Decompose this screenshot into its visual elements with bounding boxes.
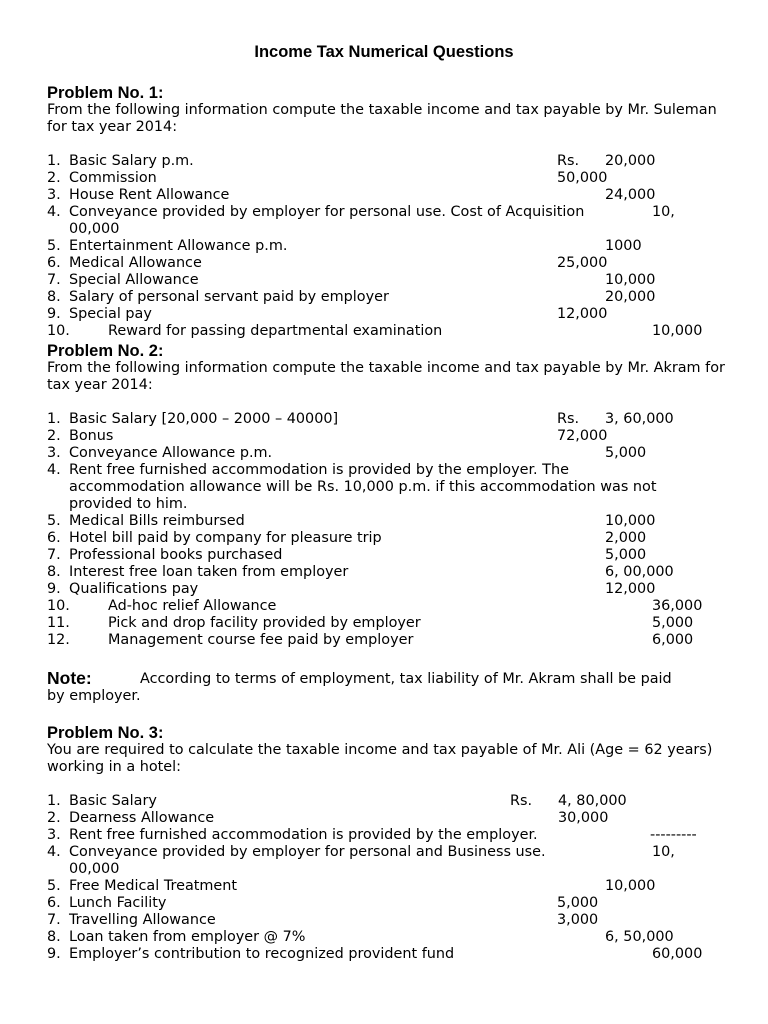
list-item: 7. Travelling Allowance 3,000 [47, 912, 599, 928]
list-item: 9. Employer’s contribution to recognized provident fund 60,000 [47, 946, 703, 962]
note-text: According to terms of employment, tax liability of Mr. Akram shall be paid [140, 671, 672, 687]
note-label: Note: [47, 668, 92, 688]
list-item: 10. Ad-hoc relief Allowance 36,000 [47, 598, 703, 614]
list-item: 10. Reward for passing departmental examination 10,000 [47, 323, 703, 339]
problem-2-heading: Problem No. 2: [47, 342, 164, 360]
list-item: 6. Medical Allowance 25,000 [47, 255, 608, 271]
problem-1-heading: Problem No. 1: [47, 84, 164, 102]
list-item: 7. Special Allowance 10,000 [47, 272, 656, 288]
document-title: Income Tax Numerical Questions [254, 43, 514, 61]
list-item: 12. Management course fee paid by employer 6,000 [47, 632, 694, 648]
list-item: 11. Pick and drop facility provided by employer 5,000 [47, 615, 694, 631]
list-item: 8. Loan taken from employer @ 7% 6, 50,000 [47, 929, 674, 945]
note-text-continuation: by employer. [47, 688, 141, 704]
list-item: 8. Salary of personal servant paid by employer 20,000 [47, 289, 656, 305]
list-item: 4. Conveyance provided by employer for personal and Business use. 10, [47, 844, 675, 860]
list-item: 2. Bonus 72,000 [47, 428, 608, 444]
problem-2-intro: From the following information compute the taxable income and tax payable by Mr. Akram for tax year 2014: [47, 360, 725, 393]
list-item-continuation: 00,000 [69, 861, 120, 877]
list-item-continuation: 00,000 [69, 221, 120, 237]
list-item: 3. Rent free furnished accommodation is provided by the employer. --------- [47, 827, 697, 843]
problem-3-intro: You are required to calculate the taxable income and tax payable of Mr. Ali (Age = 62 years) working in a hotel: [47, 742, 713, 775]
list-item: 6. Lunch Facility 5,000 [47, 895, 599, 911]
list-item: 2. Dearness Allowance 30,000 [47, 810, 609, 826]
list-item: 4. Conveyance provided by employer for personal use. Cost of Acquisition 10, [47, 204, 675, 220]
list-item: 5. Entertainment Allowance p.m. 1000 [47, 238, 642, 254]
list-item-continuation: accommodation allowance will be Rs. 10,000 p.m. if this accommodation was not [69, 479, 657, 495]
problem-1-intro: From the following information compute the taxable income and tax payable by Mr. Suleman for tax year 2014: [47, 102, 717, 135]
list-item: 5. Medical Bills reimbursed 10,000 [47, 513, 656, 529]
list-item: 2. Commission 50,000 [47, 170, 608, 186]
list-item: 1. Basic Salary [20,000 – 2000 – 40000] Rs. 3, 60,000 [47, 411, 674, 427]
list-item: 7. Professional books purchased 5,000 [47, 547, 647, 563]
list-item: 9. Qualifications pay 12,000 [47, 581, 656, 597]
problem-3-heading: Problem No. 3: [47, 724, 164, 742]
list-item: 1. Basic Salary Rs. 4, 80,000 [47, 793, 627, 809]
list-item: 4. Rent free furnished accommodation is provided by the employer. The [47, 462, 569, 478]
list-item: 3. House Rent Allowance 24,000 [47, 187, 656, 203]
list-item: 1. Basic Salary p.m. Rs. 20,000 [47, 153, 656, 169]
list-item: 6. Hotel bill paid by company for pleasure trip 2,000 [47, 530, 647, 546]
list-item-continuation: provided to him. [69, 496, 188, 512]
list-item: 8. Interest free loan taken from employer 6, 00,000 [47, 564, 674, 580]
list-item: 9. Special pay 12,000 [47, 306, 608, 322]
list-item: 3. Conveyance Allowance p.m. 5,000 [47, 445, 647, 461]
list-item: 5. Free Medical Treatment 10,000 [47, 878, 656, 894]
